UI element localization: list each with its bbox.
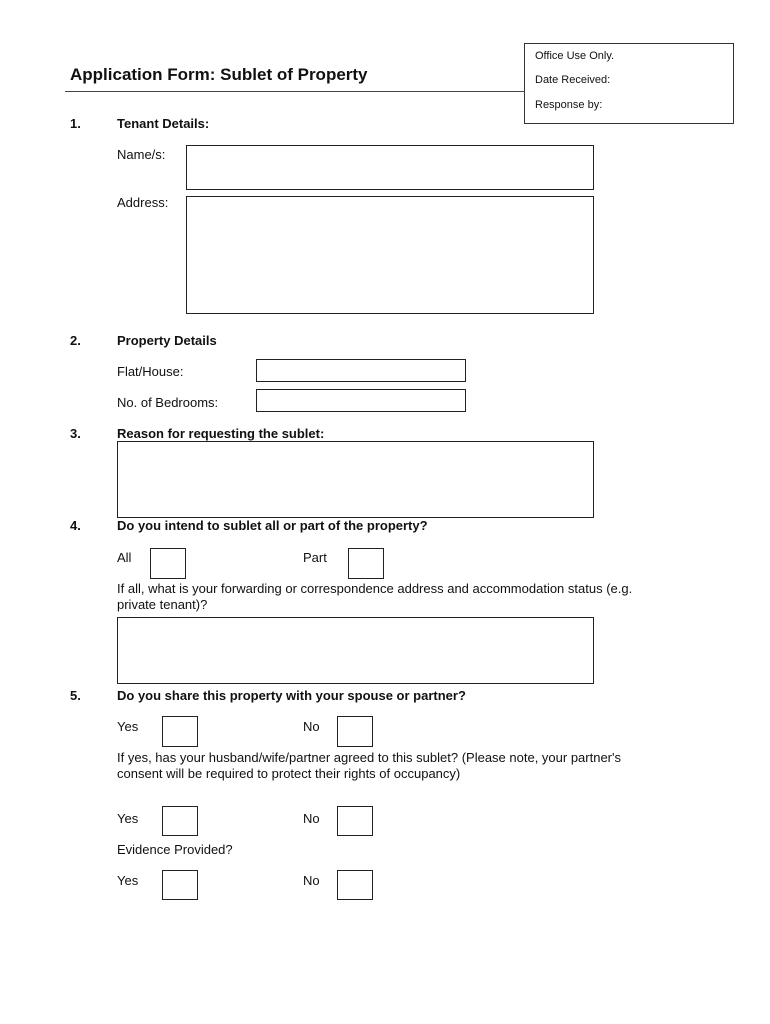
address-field[interactable]	[186, 196, 594, 314]
share-yes-label: Yes	[117, 719, 139, 734]
office-use-label: Office Use Only.	[535, 50, 615, 62]
section-4-number: 4.	[70, 518, 81, 533]
response-by-label: Response by:	[535, 99, 603, 111]
names-label: Name/s:	[117, 147, 166, 162]
share-yes-checkbox[interactable]	[162, 716, 198, 747]
share-no-label: No	[303, 719, 320, 734]
evidence-no-checkbox[interactable]	[337, 870, 373, 900]
evidence-no-label: No	[303, 873, 320, 888]
title-rule	[65, 91, 525, 92]
flat-house-field[interactable]	[256, 359, 466, 382]
consent-question-line2: consent will be required to protect their rights of occupancy)	[117, 766, 461, 781]
all-checkbox[interactable]	[150, 548, 186, 579]
bedrooms-label: No. of Bedrooms:	[117, 395, 219, 410]
part-label: Part	[303, 550, 327, 565]
evidence-yes-checkbox[interactable]	[162, 870, 198, 900]
all-label: All	[117, 550, 132, 565]
section-3-heading: Reason for requesting the sublet:	[117, 426, 325, 441]
share-no-checkbox[interactable]	[337, 716, 373, 747]
office-use-box	[524, 43, 734, 124]
section-1-number: 1.	[70, 116, 81, 131]
consent-question-line1: If yes, has your husband/wife/partner agreed to this sublet? (Please note, your partner's	[117, 750, 621, 765]
consent-no-checkbox[interactable]	[337, 806, 373, 836]
section-5-heading: Do you share this property with your spouse or partner?	[117, 688, 466, 703]
section-5-number: 5.	[70, 688, 81, 703]
section-2-number: 2.	[70, 333, 81, 348]
consent-no-label: No	[303, 811, 320, 826]
forwarding-address-field[interactable]	[117, 617, 594, 684]
evidence-yes-label: Yes	[117, 873, 139, 888]
consent-yes-checkbox[interactable]	[162, 806, 198, 836]
section-4-heading: Do you intend to sublet all or part of the property?	[117, 518, 428, 533]
names-field[interactable]	[186, 145, 594, 190]
evidence-label: Evidence Provided?	[117, 842, 233, 857]
address-label: Address:	[117, 195, 169, 210]
forwarding-question-line1: If all, what is your forwarding or correspondence address and accommodation status (e.g.	[117, 581, 633, 596]
reason-field[interactable]	[117, 441, 594, 518]
forwarding-question-line2: private tenant)?	[117, 597, 208, 612]
form-title: Application Form: Sublet of Property	[70, 65, 368, 84]
bedrooms-field[interactable]	[256, 389, 466, 412]
section-1-heading: Tenant Details:	[117, 116, 210, 131]
date-received-label: Date Received:	[535, 74, 611, 86]
flat-house-label: Flat/House:	[117, 364, 184, 379]
section-2-heading: Property Details	[117, 333, 217, 348]
part-checkbox[interactable]	[348, 548, 384, 579]
consent-yes-label: Yes	[117, 811, 139, 826]
section-3-number: 3.	[70, 426, 81, 441]
